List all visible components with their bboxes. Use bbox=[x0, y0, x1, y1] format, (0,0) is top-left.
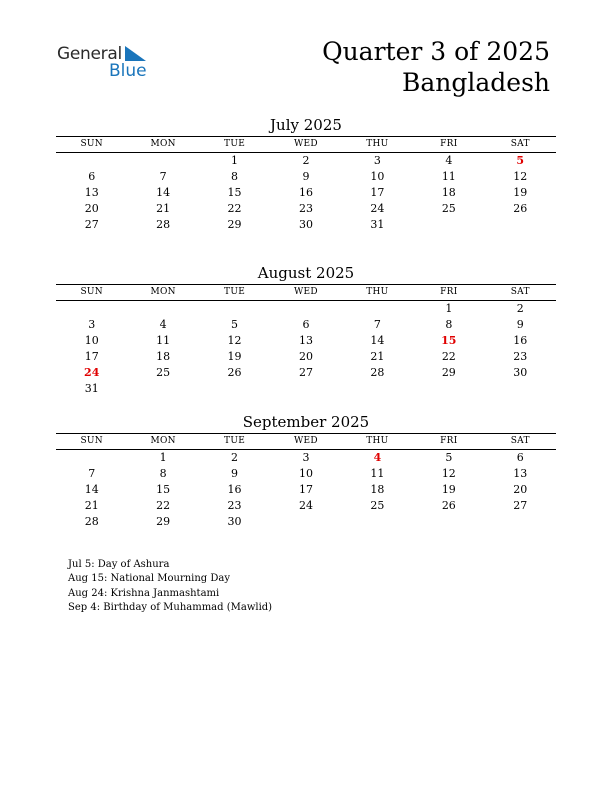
day-cell: 5 bbox=[445, 451, 453, 464]
month-calendar bbox=[56, 114, 556, 233]
weekday-label: FRI bbox=[440, 436, 458, 446]
day-cell bbox=[270, 301, 341, 317]
day-cell: 29 bbox=[156, 515, 171, 528]
month-title: August 2025 bbox=[257, 264, 355, 282]
day-cell: 6 bbox=[302, 318, 310, 331]
day-cell: 11 bbox=[156, 334, 171, 347]
day-cell: 25 bbox=[370, 499, 385, 512]
weekday-label: THU bbox=[366, 287, 389, 297]
day-cell: 24 bbox=[298, 499, 313, 512]
weekday-label: FRI bbox=[440, 139, 458, 149]
day-cell: 25 bbox=[156, 366, 171, 379]
day-cell: 10 bbox=[84, 334, 99, 347]
day-cell: 2 bbox=[231, 451, 239, 464]
logo-word-general: General bbox=[57, 44, 122, 64]
day-cell: 14 bbox=[370, 334, 385, 347]
weekday-label: WED bbox=[294, 139, 318, 149]
weekday-label: SUN bbox=[80, 436, 103, 446]
day-cell: 28 bbox=[156, 218, 171, 231]
day-cell: 19 bbox=[441, 483, 456, 496]
weekday-label: THU bbox=[366, 436, 389, 446]
day-cell: 22 bbox=[227, 202, 242, 215]
day-cell bbox=[56, 301, 127, 317]
country-name: Bangladesh bbox=[401, 68, 550, 97]
day-cell: 3 bbox=[302, 451, 310, 464]
day-cell bbox=[56, 153, 127, 169]
day-cell bbox=[413, 381, 484, 397]
holiday-day-cell: 15 bbox=[441, 334, 457, 347]
day-cell: 29 bbox=[441, 366, 456, 379]
day-cell bbox=[199, 301, 270, 317]
day-cell bbox=[270, 381, 341, 397]
week-row bbox=[56, 201, 556, 217]
day-cell: 19 bbox=[227, 350, 242, 363]
week-row bbox=[56, 381, 556, 397]
month-calendar bbox=[56, 262, 556, 397]
month-title: July 2025 bbox=[270, 116, 342, 134]
day-cell bbox=[270, 514, 341, 530]
day-cell: 13 bbox=[513, 467, 528, 480]
day-cell: 8 bbox=[159, 467, 167, 480]
day-cell bbox=[485, 217, 556, 233]
holiday-day-cell: 5 bbox=[516, 154, 525, 167]
day-cell: 6 bbox=[88, 170, 96, 183]
day-cell: 20 bbox=[84, 202, 99, 215]
day-cell: 20 bbox=[513, 483, 528, 496]
day-cell: 28 bbox=[370, 366, 385, 379]
day-cell: 11 bbox=[370, 467, 385, 480]
holiday-note: Aug 15: National Mourning Day bbox=[68, 573, 231, 585]
day-cell: 23 bbox=[298, 202, 313, 215]
weekday-label: TUE bbox=[224, 287, 246, 297]
day-cell: 20 bbox=[298, 350, 313, 363]
day-cell: 11 bbox=[441, 170, 456, 183]
weekday-label: THU bbox=[366, 139, 389, 149]
day-cell: 31 bbox=[370, 218, 385, 231]
day-cell: 30 bbox=[513, 366, 528, 379]
weekday-label: SUN bbox=[80, 287, 103, 297]
day-cell: 13 bbox=[84, 186, 99, 199]
day-cell: 30 bbox=[298, 218, 313, 231]
day-cell: 10 bbox=[370, 170, 385, 183]
day-cell: 18 bbox=[156, 350, 171, 363]
day-cell: 8 bbox=[445, 318, 453, 331]
day-cell: 21 bbox=[156, 202, 171, 215]
week-row bbox=[56, 333, 556, 349]
weekday-label: MON bbox=[150, 287, 176, 297]
day-cell: 12 bbox=[513, 170, 528, 183]
week-row bbox=[56, 482, 556, 498]
day-cell: 27 bbox=[298, 366, 313, 379]
day-cell: 26 bbox=[441, 499, 456, 512]
day-cell: 10 bbox=[298, 467, 313, 480]
holiday-day-cell: 4 bbox=[373, 451, 382, 464]
day-cell: 7 bbox=[373, 318, 381, 331]
day-cell: 1 bbox=[231, 154, 239, 167]
week-row bbox=[56, 169, 556, 185]
day-cell: 9 bbox=[231, 467, 239, 480]
day-cell: 17 bbox=[84, 350, 99, 363]
weekday-header bbox=[56, 433, 556, 450]
week-row bbox=[56, 185, 556, 201]
day-cell: 14 bbox=[156, 186, 171, 199]
day-cell: 23 bbox=[227, 499, 242, 512]
weekday-label: SAT bbox=[510, 139, 530, 149]
day-cell: 12 bbox=[227, 334, 242, 347]
day-cell: 21 bbox=[84, 499, 99, 512]
day-cell: 18 bbox=[370, 483, 385, 496]
day-cell: 27 bbox=[84, 218, 99, 231]
day-cell: 26 bbox=[513, 202, 528, 215]
day-cell bbox=[485, 381, 556, 397]
day-cell: 2 bbox=[302, 154, 310, 167]
day-cell: 4 bbox=[445, 154, 453, 167]
day-cell bbox=[127, 153, 198, 169]
holiday-note: Jul 5: Day of Ashura bbox=[68, 559, 170, 570]
day-cell: 6 bbox=[516, 451, 524, 464]
week-row bbox=[56, 301, 556, 317]
weekday-label: SAT bbox=[510, 436, 530, 446]
day-cell: 9 bbox=[516, 318, 524, 331]
day-cell: 3 bbox=[373, 154, 381, 167]
holiday-note: Aug 24: Krishna Janmashtami bbox=[68, 587, 220, 599]
day-cell: 13 bbox=[298, 334, 313, 347]
weekday-label: MON bbox=[150, 139, 176, 149]
day-cell: 1 bbox=[445, 302, 453, 315]
day-cell: 9 bbox=[302, 170, 310, 183]
day-cell: 19 bbox=[513, 186, 528, 199]
day-cell: 4 bbox=[159, 318, 167, 331]
day-cell: 23 bbox=[513, 350, 528, 363]
day-cell: 15 bbox=[156, 483, 171, 496]
holiday-note: Sep 4: Birthday of Muhammad (Mawlid) bbox=[68, 601, 273, 613]
weekday-label: MON bbox=[150, 436, 176, 446]
day-cell bbox=[127, 301, 198, 317]
week-row bbox=[56, 317, 556, 333]
day-cell: 29 bbox=[227, 218, 242, 231]
day-cell bbox=[413, 514, 484, 530]
weekday-label: SUN bbox=[80, 139, 103, 149]
weekday-header bbox=[56, 136, 556, 153]
day-cell: 30 bbox=[227, 515, 242, 528]
day-cell: 16 bbox=[513, 334, 528, 347]
day-cell: 24 bbox=[370, 202, 385, 215]
day-cell: 26 bbox=[227, 366, 242, 379]
day-cell bbox=[127, 381, 198, 397]
week-row bbox=[56, 514, 556, 530]
day-cell: 16 bbox=[227, 483, 242, 496]
week-row bbox=[56, 217, 556, 233]
day-cell: 27 bbox=[513, 499, 528, 512]
day-cell: 21 bbox=[370, 350, 385, 363]
day-cell bbox=[342, 301, 413, 317]
weekday-label: WED bbox=[294, 436, 318, 446]
day-cell: 22 bbox=[156, 499, 171, 512]
day-cell bbox=[56, 450, 127, 466]
week-row bbox=[56, 466, 556, 482]
generalblue-logo bbox=[57, 43, 157, 83]
day-cell bbox=[342, 381, 413, 397]
day-cell: 8 bbox=[231, 170, 239, 183]
weekday-label: FRI bbox=[440, 287, 458, 297]
day-cell: 5 bbox=[231, 318, 239, 331]
day-cell: 25 bbox=[441, 202, 456, 215]
day-cell: 14 bbox=[84, 483, 99, 496]
day-cell bbox=[485, 514, 556, 530]
day-cell: 18 bbox=[441, 186, 456, 199]
month-title: September 2025 bbox=[242, 413, 370, 431]
weekday-label: TUE bbox=[224, 436, 246, 446]
week-row bbox=[56, 349, 556, 365]
page-title: Quarter 3 of 2025 bbox=[322, 37, 550, 66]
day-cell: 1 bbox=[159, 451, 167, 464]
day-cell: 7 bbox=[88, 467, 96, 480]
holiday-day-cell: 24 bbox=[84, 366, 100, 379]
day-cell: 16 bbox=[298, 186, 313, 199]
logo-word-blue: Blue bbox=[109, 61, 147, 81]
weekday-label: SAT bbox=[510, 287, 530, 297]
weekday-label: TUE bbox=[224, 139, 246, 149]
day-cell bbox=[413, 217, 484, 233]
day-cell: 3 bbox=[88, 318, 96, 331]
day-cell: 2 bbox=[516, 302, 524, 315]
month-calendar bbox=[56, 411, 556, 530]
weekday-label: WED bbox=[294, 287, 318, 297]
day-cell: 7 bbox=[159, 170, 167, 183]
week-row bbox=[56, 365, 556, 381]
day-cell: 22 bbox=[441, 350, 456, 363]
day-cell: 17 bbox=[298, 483, 313, 496]
day-cell: 12 bbox=[441, 467, 456, 480]
day-cell: 15 bbox=[227, 186, 242, 199]
weekday-header bbox=[56, 284, 556, 301]
week-row bbox=[56, 498, 556, 514]
day-cell: 17 bbox=[370, 186, 385, 199]
day-cell: 28 bbox=[84, 515, 99, 528]
week-row bbox=[56, 450, 556, 466]
day-cell bbox=[199, 381, 270, 397]
holiday-notes bbox=[68, 558, 272, 615]
day-cell bbox=[342, 514, 413, 530]
week-row bbox=[56, 153, 556, 169]
day-cell: 31 bbox=[84, 382, 99, 395]
